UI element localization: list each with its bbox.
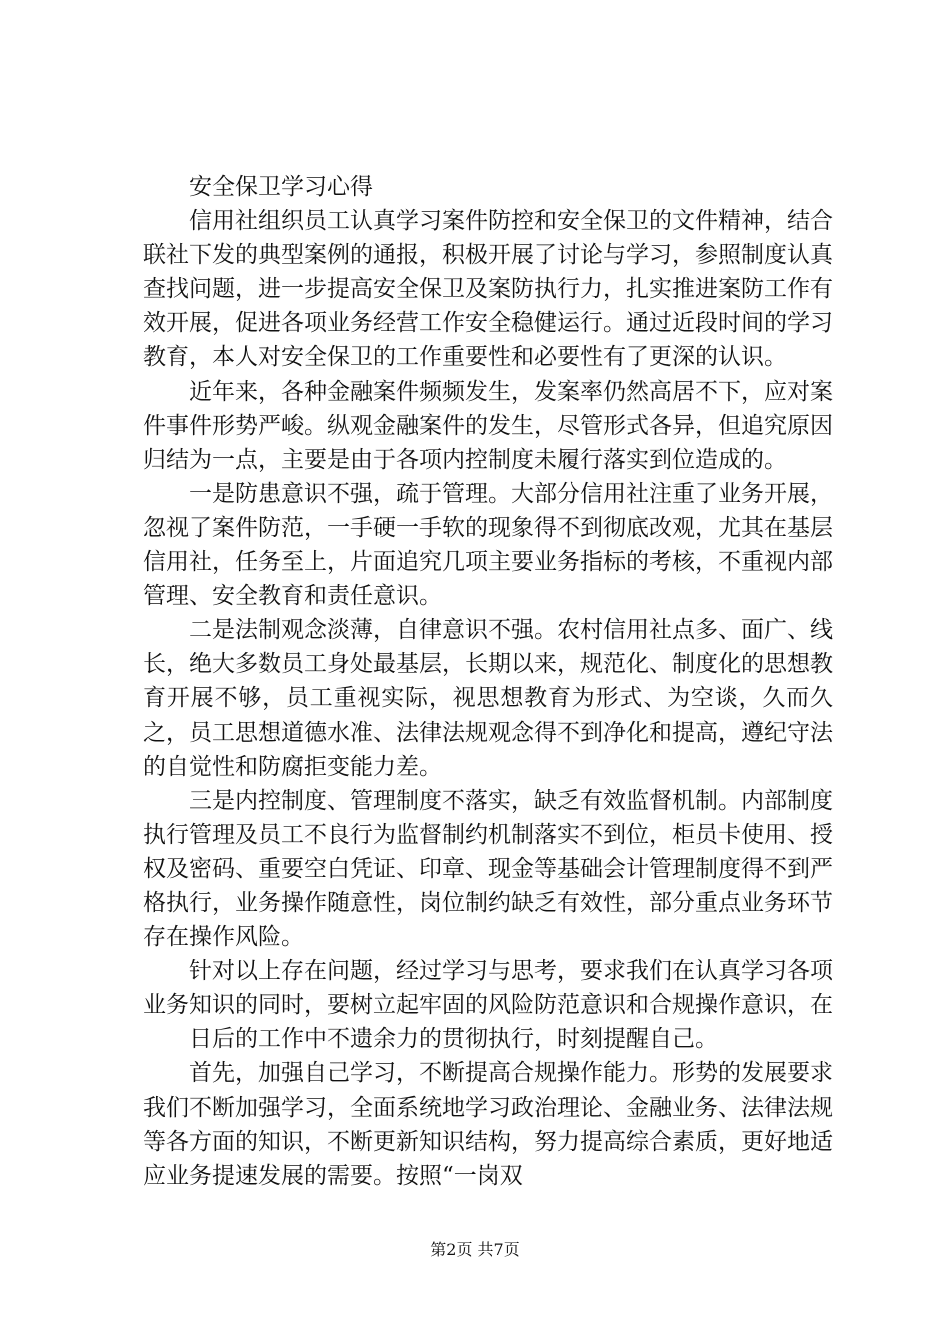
paragraph-4: 二是法制观念淡薄，自律意识不强。农村信用社点多、面广、线长，绝大多数员工身处最基层，长期以来，规范化、制度化的思想教育开展不够，员工重视实际，视思想教育为形式、为空谈，久而久之，员工思想道德水准、法律法规观念得不到净化和提高，遵纪守法的自觉性和防腐拒变能力差。: [143, 617, 833, 780]
paragraph-3: 一是防患意识不强，疏于管理。大部分信用社注重了业务开展，忽视了案件防范，一手硬一手软的现象得不到彻底改观，尤其在基层信用社，任务至上，片面追究几项主要业务指标的考核，不重视内部管理、安全教育和责任意识。: [143, 480, 833, 610]
paragraph-8: 首先，加强自己学习，不断提高合规操作能力。形势的发展要求我们不断加强学习，全面系统地学习政治理论、金融业务、法律法规等各方面的知识，不断更新知识结构，努力提高综合素质，更好地适应业务提速发展的需要。按照“一岗双: [143, 1060, 833, 1189]
document-title: 安全保卫学习心得: [189, 174, 373, 200]
page-number-footer: 第2页 共7页: [430, 1240, 520, 1259]
paragraph-1: 信用社组织员工认真学习案件防控和安全保卫的文件精神，结合联社下发的典型案例的通报，积极开展了讨论与学习，参照制度认真查找问题，进一步提高安全保卫及案防执行力，扎实推进案防工作有效开展，促进各项业务经营工作安全稳健运行。通过近段时间的学习教育，本人对安全保卫的工作重要性和必要性有了更深的认识。: [143, 208, 833, 371]
paragraph-7: 日后的工作中不遗余力的贯彻执行，时刻提醒自己。: [189, 1026, 718, 1053]
document-body: [143, 170, 833, 1193]
paragraph-6: 针对以上存在问题，经过学习与思考，要求我们在认真学习各项业务知识的同时，要树立起牢固的风险防范意识和合规操作意识，在: [143, 958, 833, 1019]
paragraph-5: 三是内控制度、管理制度不落实，缺乏有效监督机制。内部制度执行管理及员工不良行为监督制约机制落实不到位，柜员卡使用、授权及密码、重要空白凭证、印章、现金等基础会计管理制度得不到严格执行，业务操作随意性，岗位制约缺乏有效性，部分重点业务环节存在操作风险。: [143, 787, 833, 951]
paragraph-2: 近年来，各种金融案件频频发生，发案率仍然高居不下，应对案件事件形势严峻。纵观金融案件的发生，尽管形式各异，但追究原因归结为一点，主要是由于各项内控制度未履行落实到位造成的。: [143, 378, 833, 473]
